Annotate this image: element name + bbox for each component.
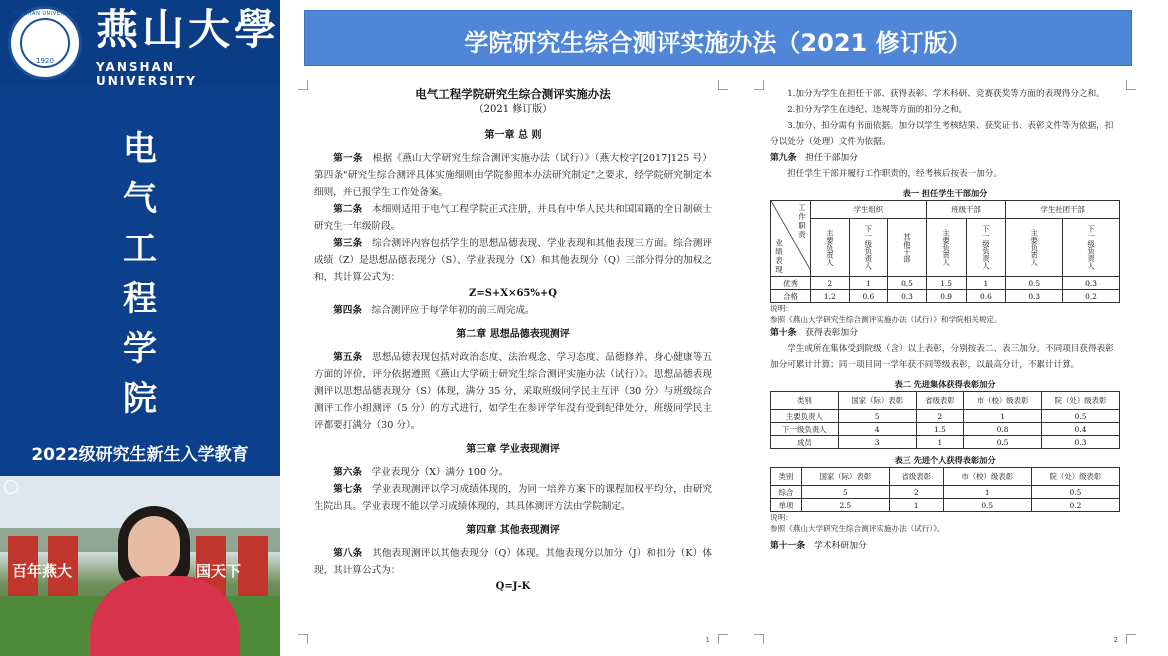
section-title: 学术科研加分 — [814, 541, 867, 551]
article-1 — [314, 150, 712, 201]
section-text: 学生或所在集体受到院级（含）以上表彰，分别按表二、表三加分。不同项目获得表彰加分可累计计算；同一项目同一学年获不同等级表彰，以最高分计，不累计计算。 — [770, 344, 1114, 370]
table-col-header: 下一级负责人 — [849, 219, 888, 277]
table-cell: 1 — [849, 277, 888, 290]
university-seal-icon — [8, 6, 82, 80]
college-char: 电 — [123, 129, 157, 169]
table-cell: 5 — [801, 486, 889, 499]
table-cell: 单项 — [771, 499, 802, 512]
table-cell: 0.3 — [1006, 290, 1063, 303]
article-text: 其他表现测评以其他表现分（Q）体现。其他表现分以加分（J）和扣分（K）体现，其计算公式为： — [314, 548, 713, 576]
presenter-face — [128, 516, 180, 580]
table-cell: 0.5 — [943, 499, 1031, 512]
table-cell: 0.4 — [1042, 423, 1120, 436]
seal-ring-text: YANSHAN UNIVERSITY — [12, 11, 78, 17]
table-header: 类别 — [771, 392, 839, 410]
college-char: 院 — [123, 379, 157, 419]
document-page-2 — [770, 86, 1120, 644]
article-label: 第八条 — [333, 548, 363, 559]
video-feed — [0, 476, 280, 656]
table-row — [771, 290, 1120, 303]
article-text: 学业表现分（X）满分 100 分。 — [371, 467, 509, 478]
chapter-heading: 第四章 其他表现测评 — [466, 525, 560, 536]
table-cell: 0.3 — [888, 290, 927, 303]
article-label: 第六条 — [333, 467, 362, 478]
college-char: 气 — [123, 179, 157, 219]
college-name — [0, 124, 280, 424]
university-name-cn: 燕山大學 — [96, 5, 281, 54]
table-header: 市（校）级表彰 — [943, 468, 1031, 486]
slide-header — [304, 10, 1132, 66]
rule-3: 3.加分、扣分需有书面依据。加分以学生考核结果、获奖证书、表彰文件等为依据，扣分以处分（处理）文件为依据。 — [770, 121, 1114, 147]
page-corner-mark — [754, 634, 764, 644]
video-banner-text-left: 百年燕大 — [12, 562, 73, 580]
page-corner-mark — [718, 80, 728, 90]
page-corner-mark — [298, 80, 308, 90]
table-col-header: 下一级负责人 — [1063, 219, 1120, 277]
table-group-header: 学生社团干部 — [1006, 201, 1120, 219]
table-cell: 2 — [889, 486, 943, 499]
table-cell: 0.5 — [964, 436, 1042, 449]
formula-q: Q=J-K — [495, 581, 531, 592]
table-cell: 成员 — [771, 436, 839, 449]
table-col-header: 主要负责人 — [1006, 219, 1063, 277]
section-title: 获得表彰加分 — [805, 328, 859, 338]
article-6 — [314, 464, 712, 481]
table-col-header: 下一级负责人 — [966, 219, 1006, 277]
section-text: 担任学生干部并履行工作职责的，经考核后按表一加分。 — [787, 169, 1003, 179]
article-text: 根据《燕山大学研究生综合测评实施办法（试行）》（燕大校字[2017]125 号）第四条"研究生综合测评具体实施细则由学院参照本办法研究制定"之要求，经学院研究制定本细则，并已报学生工作处备案。 — [314, 153, 712, 198]
section-heading — [770, 325, 1120, 341]
table-caption: 表三 先进个人获得表彰加分 — [894, 455, 996, 465]
table-row — [771, 436, 1120, 449]
table-row — [771, 423, 1120, 436]
table-cell: 1 — [916, 436, 963, 449]
table-header: 国家（际）表彰 — [838, 392, 916, 410]
table-cell: 0.5 — [1031, 486, 1119, 499]
table-cell: 1 — [966, 277, 1006, 290]
college-char: 程 — [123, 279, 157, 319]
article-text: 思想品德表现包括对政治态度、法治观念、学习态度、品德修养、身心健康等五方面的评价，评分依据遵照《燕山大学硕士研究生综合测评实施办法（试行）》。思想品德表现测评以思想品德表现分（S）体现，满分 35 分，采取班级同学民主互评（30 分）与班级综合测评工作小组测评（5 分）的方式进行，如学生在参评学年没有受到纪律处分，班级同学民主评都要打满分（30 分）。 — [314, 352, 713, 431]
table-cell: 0.2 — [1063, 290, 1120, 303]
table-cell: 1 — [889, 499, 943, 512]
article-label: 第四条 — [333, 305, 362, 316]
table-cell: 0.3 — [1042, 436, 1120, 449]
document-page-1 — [314, 86, 713, 644]
article-3 — [314, 235, 712, 286]
page-corner-mark — [298, 634, 308, 644]
university-name-en: YANSHAN UNIVERSITY — [96, 60, 197, 88]
page-number: 1 — [705, 636, 710, 644]
table-header: 省级表彰 — [889, 468, 943, 486]
article-5 — [314, 349, 712, 434]
section-label: 第九条 — [770, 153, 797, 163]
logo-bar — [0, 0, 280, 86]
article-8 — [314, 545, 712, 579]
table-corner-cell — [771, 201, 811, 277]
page-number: 2 — [1113, 636, 1118, 644]
table-cell: 3 — [838, 436, 916, 449]
article-text: 综合测评内容包括学生的思想品德表现、学业表现和其他表现三方面。综合测评成绩（Z）是思想品德表现分（S）、学业表现分（X）和其他表现分（Q）三部分得分的加权之和，其计算公式为： — [314, 238, 713, 283]
article-label: 第一条 — [333, 153, 363, 164]
table-caption: 表一 担任学生干部加分 — [902, 188, 988, 198]
table-cadre-bonus — [770, 200, 1120, 303]
table-cell: 0.5 — [1042, 410, 1120, 423]
table-cell: 主要负责人 — [771, 410, 839, 423]
table-cell: 0.5 — [1006, 277, 1063, 290]
table-header: 类别 — [771, 468, 802, 486]
table-row — [771, 410, 1120, 423]
article-text: 本细则适用于电气工程学院正式注册，并具有中华人民共和国国籍的全日制硕士研究生一年级阶段。 — [314, 204, 713, 232]
document-subtitle: （2021 修订版） — [473, 104, 553, 115]
table-cell: 1.2 — [811, 290, 850, 303]
chapter-heading: 第一章 总 则 — [484, 130, 542, 141]
table-cell: 0.9 — [926, 290, 966, 303]
table-cell: 0.5 — [888, 277, 927, 290]
table-cell: 0.8 — [964, 423, 1042, 436]
table-caption: 表二 先进集体获得表彰加分 — [894, 379, 996, 389]
table-group-header: 班级干部 — [926, 201, 1006, 219]
article-4 — [314, 302, 712, 319]
table-cell: 0.3 — [1063, 277, 1120, 290]
seal-year: 1920 — [36, 57, 54, 65]
article-2 — [314, 201, 712, 235]
table-col-header: 主要负责人 — [926, 219, 966, 277]
article-7 — [314, 481, 712, 515]
table-cell: 4 — [838, 423, 916, 436]
table-row — [771, 486, 1120, 499]
table-note: 说明： — [770, 304, 793, 313]
college-char: 学 — [123, 329, 157, 369]
article-label: 第三条 — [333, 238, 363, 249]
table-cell: 1.5 — [926, 277, 966, 290]
table-cell: 2 — [916, 410, 963, 423]
video-banner-text-right: 国天下 — [196, 562, 242, 580]
slide-title: 学院研究生综合测评实施办法（2021 修订版） — [464, 29, 972, 57]
chapter-heading: 第二章 思想品德表现测评 — [456, 329, 570, 340]
table-row — [771, 277, 1120, 290]
corner-top-label: 工作职责 — [798, 203, 806, 239]
table-note: 参照《燕山大学研究生综合测评实施办法（试行）》和学院相关规定。 — [770, 315, 1002, 324]
table-header: 院（处）级表彰 — [1031, 468, 1119, 486]
video-logo-icon — [4, 480, 18, 494]
table-note: 参照《燕山大学研究生综合测评实施办法（试行）》。 — [770, 524, 945, 533]
table-header: 院（处）级表彰 — [1042, 392, 1120, 410]
table-cell: 1 — [943, 486, 1031, 499]
table-cell: 0.6 — [966, 290, 1006, 303]
table-header: 市（校）级表彰 — [964, 392, 1042, 410]
table-collective-bonus — [770, 391, 1120, 449]
table-cell: 综合 — [771, 486, 802, 499]
table-cell: 下一级负责人 — [771, 423, 839, 436]
table-cell: 0.6 — [849, 290, 888, 303]
rule-2: 2.扣分为学生在违纪、违规等方面的扣分之和。 — [787, 105, 968, 115]
article-label: 第五条 — [333, 352, 363, 363]
page-corner-mark — [1126, 634, 1136, 644]
rule-1: 1.加分为学生在担任干部、获得表彰、学术科研、竞赛获奖等方面的表现得分之和。 — [787, 89, 1105, 99]
section-heading — [770, 150, 1120, 166]
page-corner-mark — [754, 80, 764, 90]
corner-bottom-label: 业绩表现 — [775, 238, 783, 274]
table-header: 国家（际）表彰 — [801, 468, 889, 486]
row-label: 优秀 — [771, 277, 811, 290]
section-label: 第十一条 — [770, 541, 806, 551]
left-panel — [0, 0, 280, 656]
table-cell: 2 — [811, 277, 850, 290]
event-title: 2022级研究生新生入学教育 — [31, 445, 249, 465]
table-header: 省级表彰 — [916, 392, 963, 410]
formula-z: Z=S+X×65%+Q — [469, 288, 557, 299]
table-cell: 1 — [964, 410, 1042, 423]
article-text: 学业表现测评以学习成绩体现的，为同一培养方案下的课程加权平均分，由研究生院出具。学业表现不能以学习成绩体现的，其具体测评方法由学院制定。 — [314, 484, 713, 512]
row-label: 合格 — [771, 290, 811, 303]
table-cell: 1.5 — [916, 423, 963, 436]
article-label: 第二条 — [333, 204, 363, 215]
article-label: 第七条 — [333, 484, 363, 495]
table-note: 说明： — [770, 513, 793, 522]
table-col-header: 其他干部 — [888, 219, 927, 277]
section-title: 担任干部加分 — [805, 153, 859, 163]
section-heading — [770, 538, 1120, 554]
table-cell: 0.2 — [1031, 499, 1119, 512]
article-text: 综合测评应于每学年初的前三周完成。 — [371, 305, 535, 316]
table-group-header: 学生组织 — [811, 201, 927, 219]
chapter-heading: 第三章 学业表现测评 — [466, 444, 560, 455]
table-col-header: 主要负责人 — [811, 219, 850, 277]
table-individual-bonus — [770, 467, 1120, 512]
document-title: 电气工程学院研究生综合测评实施办法 — [415, 87, 611, 101]
section-label: 第十条 — [770, 328, 797, 338]
table-cell: 2.5 — [801, 499, 889, 512]
table-row — [771, 499, 1120, 512]
page-corner-mark — [1126, 80, 1136, 90]
college-char: 工 — [123, 229, 157, 269]
table-cell: 5 — [838, 410, 916, 423]
page-corner-mark — [718, 634, 728, 644]
